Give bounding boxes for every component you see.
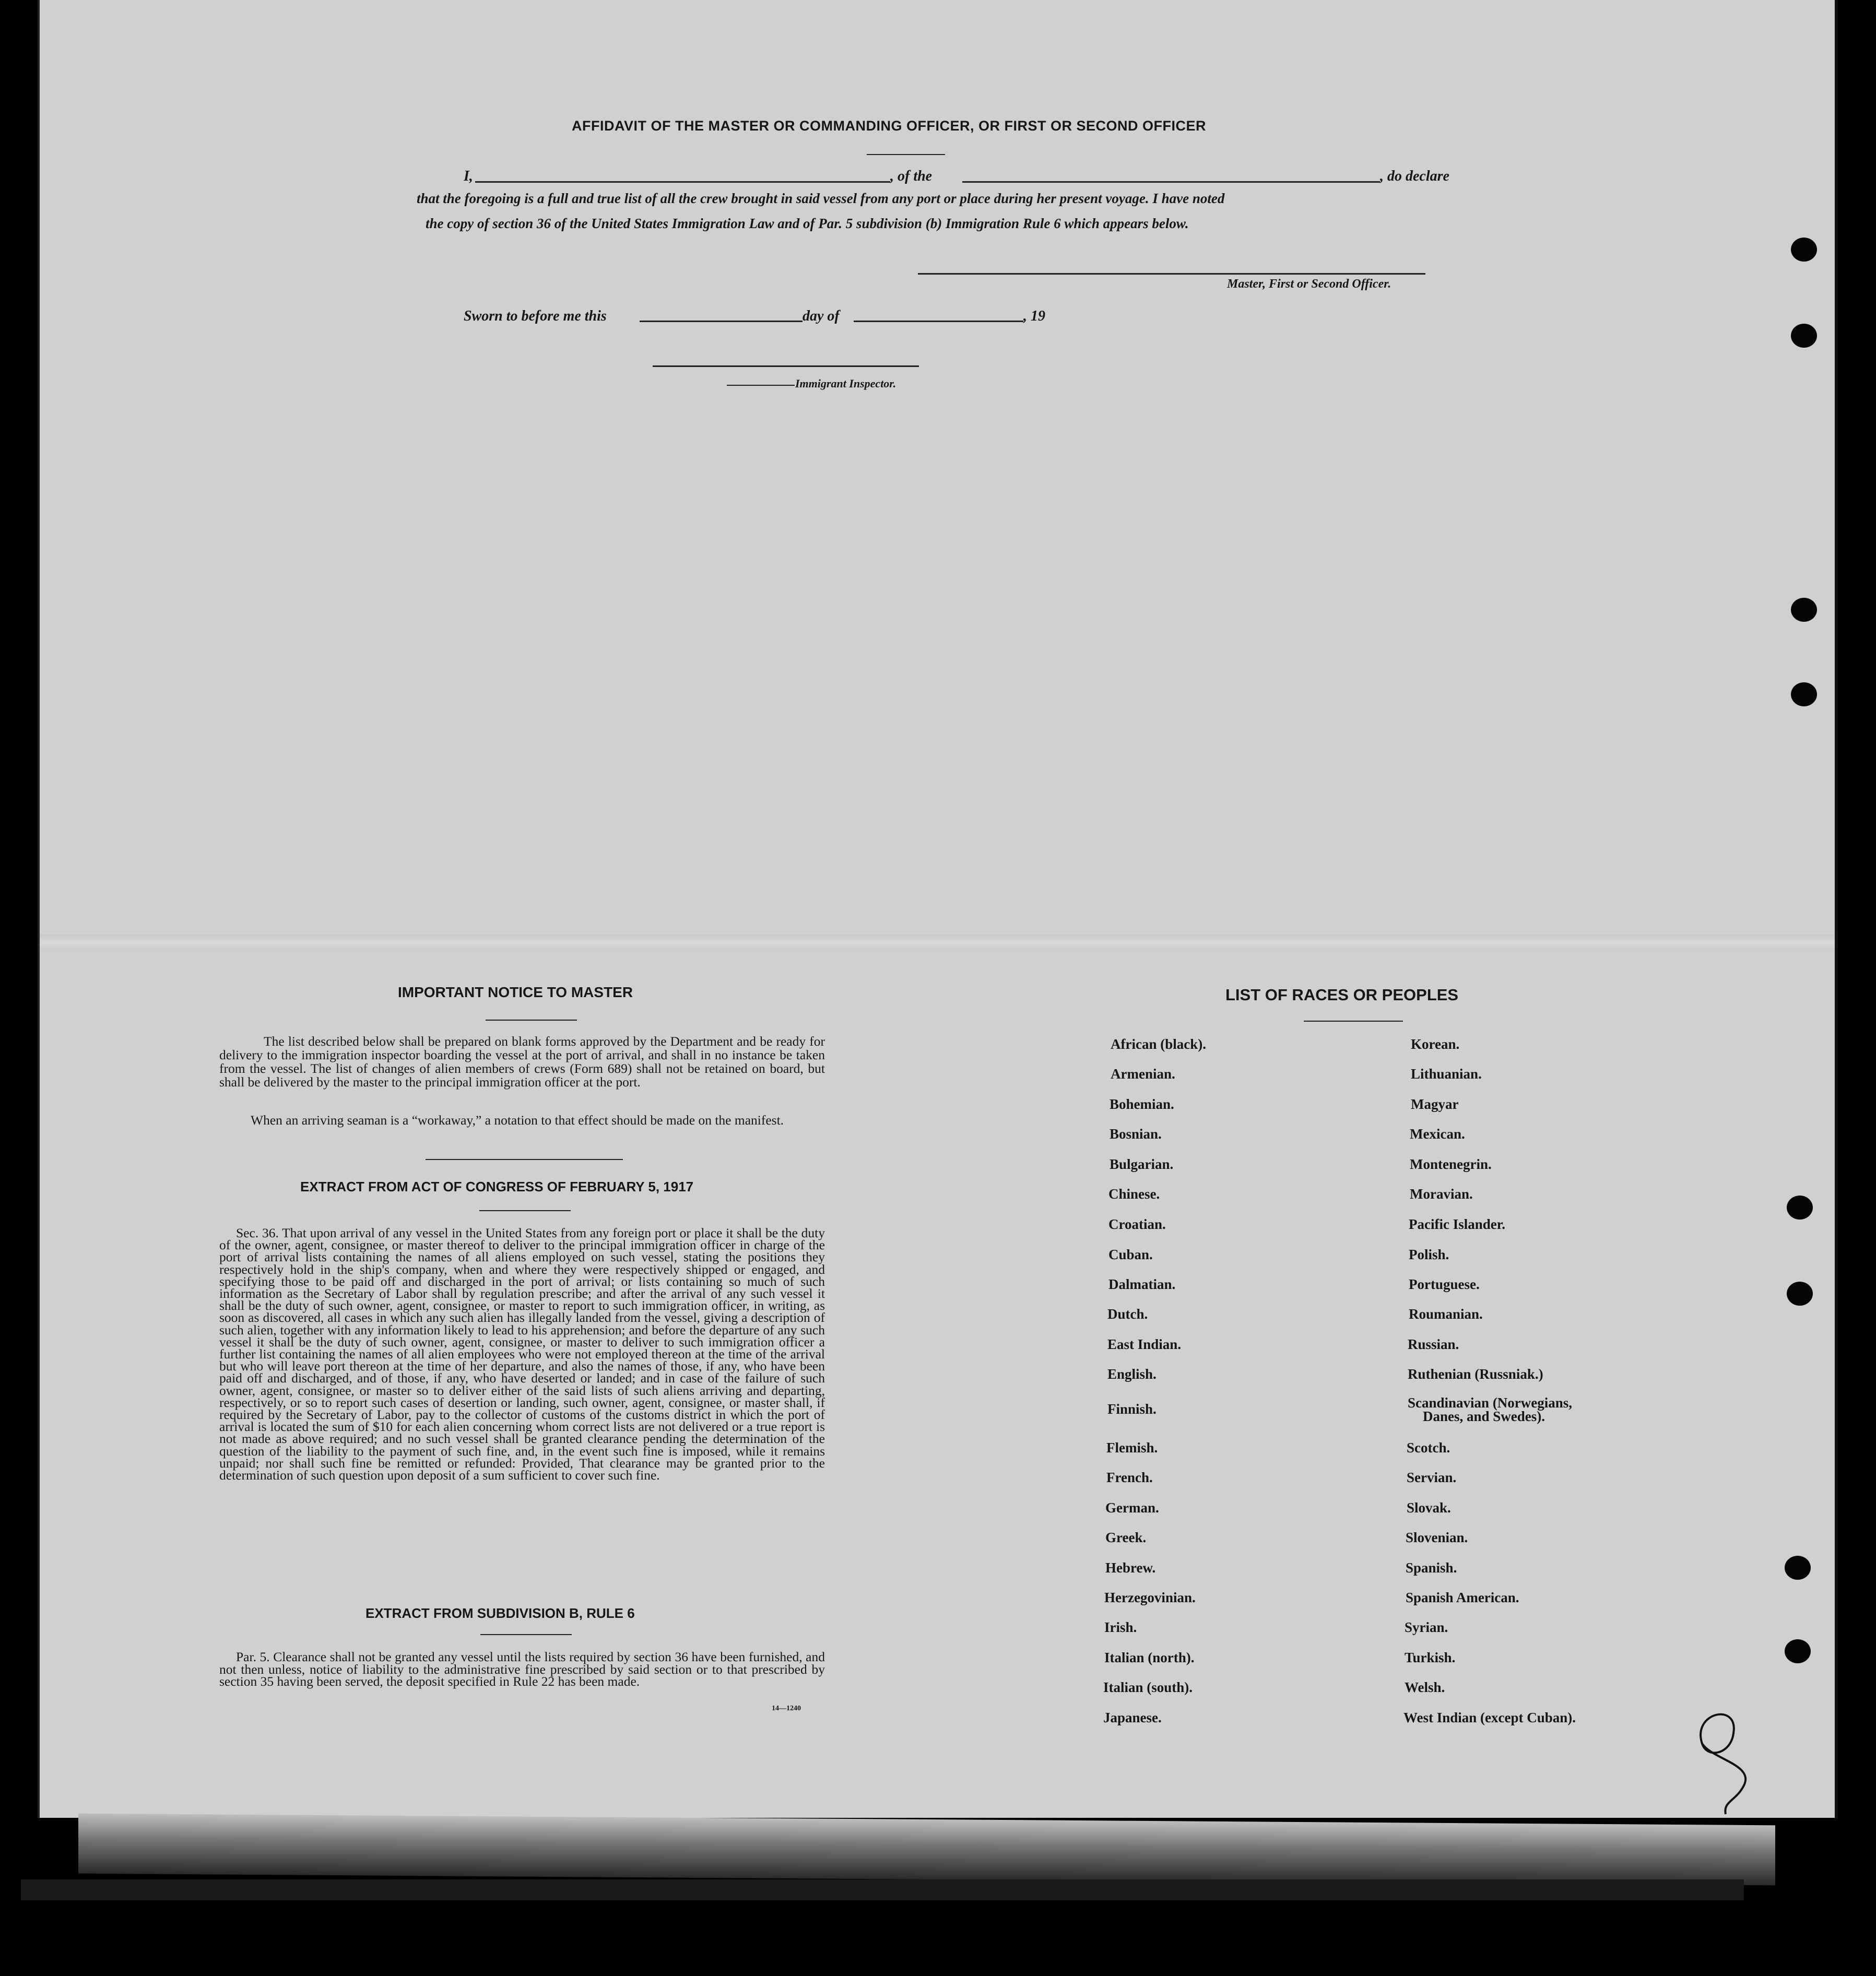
race-item: Roumanian. <box>1409 1306 1483 1322</box>
affidavit-i-label: I, <box>464 168 473 184</box>
sworn-month-line[interactable] <box>854 321 1023 322</box>
race-item: Dalmatian. <box>1108 1276 1176 1292</box>
race-item: Scandinavian (Norwegians, <box>1408 1395 1573 1411</box>
master-signature-line[interactable] <box>918 273 1425 275</box>
notice-title: IMPORTANT NOTICE TO MASTER <box>398 984 633 1000</box>
extract1-title: EXTRACT FROM ACT OF CONGRESS OF FEBRUARY 5, 1917 <box>300 1179 694 1194</box>
race-item: Spanish American. <box>1406 1590 1519 1605</box>
race-item: Montenegrin. <box>1410 1156 1492 1172</box>
race-item: Portuguese. <box>1409 1276 1480 1292</box>
race-item: Welsh. <box>1405 1679 1445 1695</box>
race-item: Spanish. <box>1406 1560 1457 1576</box>
race-item: Bulgarian. <box>1110 1156 1174 1172</box>
race-item: Magyar <box>1411 1096 1459 1112</box>
title-underline <box>867 154 945 155</box>
race-item: Japanese. <box>1103 1710 1162 1725</box>
race-item: Ruthenian (Russniak.) <box>1408 1366 1543 1382</box>
punch-hole <box>1791 324 1817 348</box>
race-item: Turkish. <box>1405 1650 1456 1665</box>
race-item: Cuban. <box>1108 1247 1153 1262</box>
page-bottom-border <box>21 1879 1744 1900</box>
sworn-day-line[interactable] <box>640 321 803 322</box>
race-item-continuation: Danes, and Swedes). <box>1423 1409 1545 1424</box>
race-item: East Indian. <box>1107 1336 1182 1352</box>
race-item: Slovak. <box>1407 1500 1451 1516</box>
race-item: Italian (south). <box>1103 1679 1193 1695</box>
affidavit-body-line2: that the foregoing is a full and true list of all the crew brought in said vessel from any port or place during her present voyage. I have noted <box>417 191 1225 206</box>
extract2-body: Par. 5. Clearance shall not be granted any vessel until the lists required by section 36 have been furnished, and not then unless, notice of liability to the administrative fine prescribed by said section or to that prescribed by section 35 having been served, the deposit specified in Rule 22 has been made. <box>219 1649 825 1689</box>
race-item: Syrian. <box>1405 1619 1448 1635</box>
race-item: Mexican. <box>1410 1126 1465 1142</box>
punch-hole <box>1787 1282 1813 1306</box>
sworn-label: Sworn to before me this <box>464 308 607 324</box>
punch-hole <box>1791 598 1817 622</box>
race-item: Bohemian. <box>1110 1096 1174 1112</box>
affidavit-of-label: , of the <box>890 168 933 184</box>
punch-hole <box>1785 1639 1811 1663</box>
race-item: Scotch. <box>1407 1440 1450 1456</box>
punch-hole <box>1791 238 1817 262</box>
inspector-caption: Immigrant Inspector. <box>795 377 896 390</box>
extract1-body: Sec. 36. That upon arrival of any vessel in the United States from any foreign port or place it shall be the duty of the owner, agent, consignee, or master thereof to deliver to the principal immigration officer in charge of the port of arrival lists containing the names of all aliens employed on such vessel, stating the positions they respectively hold in the ship's company, when and where they were respectively shipped or engaged, and specifying those to be paid off and discharged in the port of arrival; or lists containing so much of such information as the Secretary of Labor shall by regulation prescribe; and after the arrival of any such vessel it shall be the duty of such owner, agent, consignee, or master to report to such immigration officer, in writing, as soon as discovered, all cases in which any such alien has illegally landed from the vessel, giving a description of such alien, together with any information likely to lead to his apprehension; and before the departure of any such vessel it shall be the duty of such owner, agent, consignee, or master to deliver to such immigration officer a further list containing the names of all alien employees who were not employed thereon at the time of the arrival but who will leave port thereon at the time of her departure, and also the names of those, if any, who have been paid off and discharged, and of those, if any, who have deserted or landed; and in case of the failure of such owner, agent, consignee, or master so to deliver either of the said lists of such aliens arriving and departing, respectively, or so to report such cases of desertion or landing, such owner, agent, consignee, or master shall, if required by the Secretary of Labor, pay to the collector of customs of the customs district in which the port of arrival is located the sum of $10 for each alien concerning whom correct lists are not delivered or a true report is not made as above required; and no such vessel shall be granted clearance pending the determination of the question of the liability to the payment of such fine, and, in the event such fine is imposed, while it remains unpaid; nor shall such fine be remitted or refunded: Provided, That clearance may be granted prior to the determination of such question upon deposit of a sum sufficient to cover such fine. <box>219 1225 825 1483</box>
extract2-title: EXTRACT FROM SUBDIVISION B, RULE 6 <box>365 1605 635 1621</box>
page-edge-shadow <box>78 1814 1775 1886</box>
day-of-label: day of <box>803 308 840 324</box>
race-item: Dutch. <box>1107 1306 1148 1322</box>
vessel-blank-line[interactable] <box>962 181 1380 183</box>
notice-paragraph-1: The list described below shall be prepared on blank forms approved by the Department and be ready for delivery to the immigration inspector boarding the vessel at the port of arrival, and shall in no instance be taken from the vessel. The list of changes of alien members of crews (Form 689) shall not be retained on board, but shall be delivered by the master to the principal immigration officer at the port. <box>219 1034 825 1090</box>
punch-hole <box>1791 682 1817 706</box>
race-item: Croatian. <box>1108 1216 1166 1232</box>
race-item: Herzegovinian. <box>1104 1590 1196 1605</box>
race-item: West Indian (except Cuban). <box>1403 1710 1576 1725</box>
year-label: , 19 <box>1023 308 1045 324</box>
affidavit-title: AFFIDAVIT OF THE MASTER OR COMMANDING OFFICER, OR FIRST OR SECOND OFFICER <box>572 118 1206 134</box>
race-item: Greek. <box>1105 1530 1147 1545</box>
handwritten-mark-icon <box>1681 1702 1765 1817</box>
race-item: Italian (north). <box>1104 1650 1195 1665</box>
race-item: African (black). <box>1111 1036 1206 1052</box>
name-blank-line[interactable] <box>475 181 890 183</box>
race-item: English. <box>1107 1366 1157 1382</box>
notice-divider <box>426 1159 623 1160</box>
inspector-signature-line[interactable] <box>653 365 919 367</box>
punch-hole <box>1785 1556 1811 1580</box>
affidavit-body-line3: the copy of section 36 of the United States Immigration Law and of Par. 5 subdivision (b) Immigration Rule 6 which appears below. <box>426 216 1189 231</box>
form-number: 14—1240 <box>772 1705 801 1712</box>
race-item: Bosnian. <box>1110 1126 1162 1142</box>
race-item: Irish. <box>1104 1619 1137 1635</box>
races-title-rule <box>1304 1021 1403 1022</box>
race-item: Polish. <box>1409 1247 1449 1262</box>
race-item: Servian. <box>1407 1470 1457 1485</box>
race-item: Chinese. <box>1108 1186 1160 1202</box>
race-item: French. <box>1106 1470 1153 1485</box>
punch-hole <box>1787 1196 1813 1220</box>
notice-title-rule <box>486 1020 577 1021</box>
race-item: Russian. <box>1408 1336 1459 1352</box>
race-item: Pacific Islander. <box>1409 1216 1505 1232</box>
race-item: Slovenian. <box>1406 1530 1468 1545</box>
race-item: Finnish. <box>1107 1401 1157 1417</box>
race-item: German. <box>1105 1500 1159 1516</box>
races-title: LIST OF RACES OR PEOPLES <box>1225 986 1459 1004</box>
notice-paragraph-2: When an arriving seaman is a “workaway,” a notation to that effect should be made on the manifest. <box>251 1113 784 1128</box>
extract1-rule <box>479 1210 571 1211</box>
race-item: Korean. <box>1411 1036 1460 1052</box>
affidavit-declare-label: , do declare <box>1380 168 1449 184</box>
race-item: Lithuanian. <box>1411 1066 1482 1082</box>
extract2-rule <box>480 1634 572 1635</box>
race-item: Moravian. <box>1410 1186 1473 1202</box>
master-signature-caption: Master, First or Second Officer. <box>1227 277 1391 291</box>
race-item: Armenian. <box>1111 1066 1175 1082</box>
race-item: Flemish. <box>1106 1440 1158 1456</box>
race-item: Hebrew. <box>1105 1560 1156 1576</box>
inspector-caption-dash <box>727 385 795 386</box>
